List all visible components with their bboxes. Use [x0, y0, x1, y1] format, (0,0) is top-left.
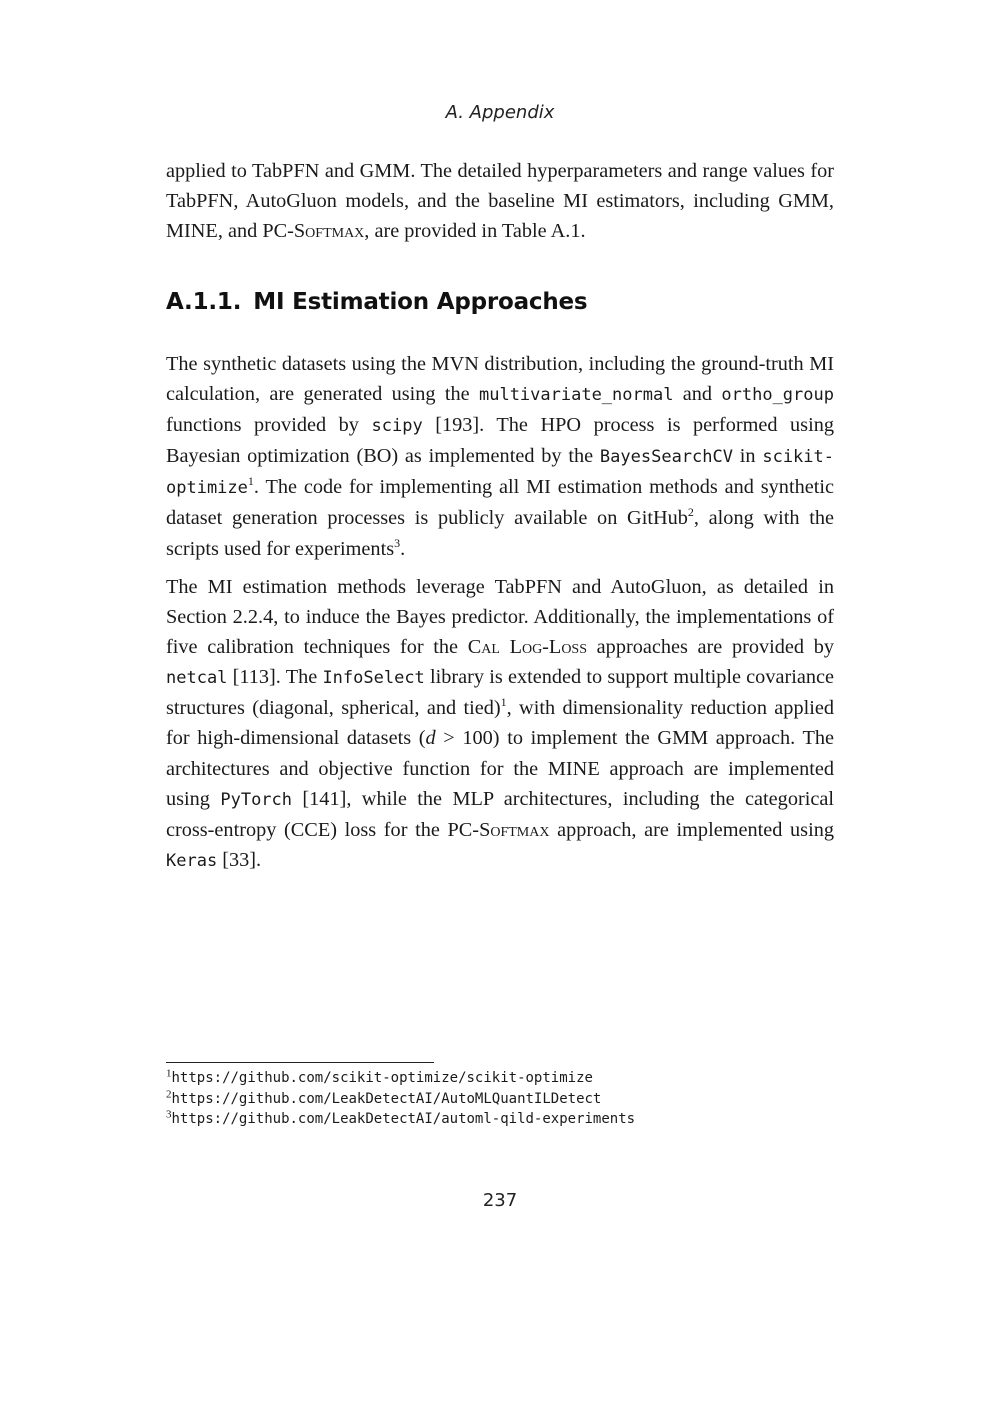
para-text: [33]. [217, 848, 262, 871]
para-text: in [732, 445, 763, 468]
para-text: > 100) to implement the GMM approach. The architectures and objective function for the MINE approach are implemented using [166, 727, 834, 810]
running-header: A. Appendix [445, 102, 555, 123]
inline-code: ortho_group [721, 385, 834, 406]
para-text: [193]. The HPO process is performed using Bayesian optimization (BO) as implemented by the [166, 414, 834, 468]
paragraph-1 [166, 349, 834, 564]
intro-paragraph [166, 156, 834, 246]
footnote-2 [166, 1089, 834, 1110]
inline-smallcaps: Cal Log-Loss [467, 636, 588, 659]
math-variable: d [425, 727, 436, 750]
footnote-number: 1 [166, 1067, 172, 1080]
inline-code: BayesSearchCV [599, 447, 733, 468]
para-text: . The code for implementing all MI estimation methods and synthetic dataset generation processes is publicly available on GitHub [166, 476, 834, 530]
para-text: approaches are provided by [587, 636, 835, 659]
para-text: , along with the scripts used for experiments [166, 507, 834, 560]
intro-smallcaps: Softmax [293, 220, 365, 243]
intro-text: applied to TabPFN and GMM. The detailed hyperparameters and range values for TabPFN, AutoGluon models, and the baseline MI estimators, including GMM, MINE, and PC- [166, 160, 834, 243]
para-text: The MI estimation methods leverage TabPFN and AutoGluon, as detailed in Section 2.2.4, to induce the Bayes predictor. Additionally, the implementations of five calibration techniques for the [166, 576, 834, 659]
para-text: , with dimensionality reduction applied for high-dimensional datasets ( [166, 697, 834, 750]
para-text: . [400, 537, 406, 560]
footnote-link[interactable]: https://github.com/LeakDetectAI/automl-qild-experiments [171, 1111, 636, 1127]
para-text: functions provided by [166, 414, 372, 437]
footnote-marker[interactable]: 3 [394, 535, 401, 550]
footnote-marker[interactable]: 1 [500, 695, 507, 710]
inline-code: PyTorch [220, 789, 293, 810]
inline-code: netcal [166, 668, 228, 689]
inline-code: scikit-optimize [166, 447, 834, 499]
section-heading [166, 289, 587, 315]
intro-text: , are provided in Table A.1. [364, 220, 586, 243]
footnote-link[interactable]: https://github.com/LeakDetectAI/AutoMLQuantILDetect [171, 1090, 602, 1107]
paragraph-2 [166, 572, 834, 876]
para-text: [113]. The [227, 666, 323, 689]
para-text: approach, are implemented using [549, 818, 834, 841]
footnote-1 [166, 1068, 834, 1089]
section-number: A.1.1. [166, 289, 242, 315]
section-title: MI Estimation Approaches [253, 289, 588, 315]
inline-code: scipy [371, 416, 423, 437]
footnote-number: 3 [166, 1108, 172, 1121]
footnote-marker[interactable]: 2 [687, 505, 694, 520]
footnote-link[interactable]: https://github.com/scikit-optimize/scikit-optimize [171, 1070, 593, 1086]
inline-smallcaps: Softmax [479, 818, 550, 841]
inline-code: Keras [166, 850, 218, 871]
para-text: library is extended to support multiple covariance structures (diagonal, spherical, and tied) [166, 666, 835, 720]
footnote-divider [166, 1062, 434, 1063]
para-text: and [673, 383, 722, 406]
footnotes [166, 1068, 834, 1130]
footnote-number: 2 [166, 1087, 172, 1100]
inline-code: multivariate_normal [478, 385, 674, 406]
page-number: 237 [482, 1190, 518, 1211]
para-text: [141], while the MLP architectures, including the categorical cross-entropy (CCE) loss for the PC- [166, 787, 834, 841]
para-text: The synthetic datasets using the MVN distribution, including the ground-truth MI calculation, are generated using the [166, 353, 834, 406]
footnote-3 [166, 1109, 834, 1130]
inline-code: InfoSelect [322, 668, 425, 689]
footnote-marker[interactable]: 1 [247, 474, 254, 489]
